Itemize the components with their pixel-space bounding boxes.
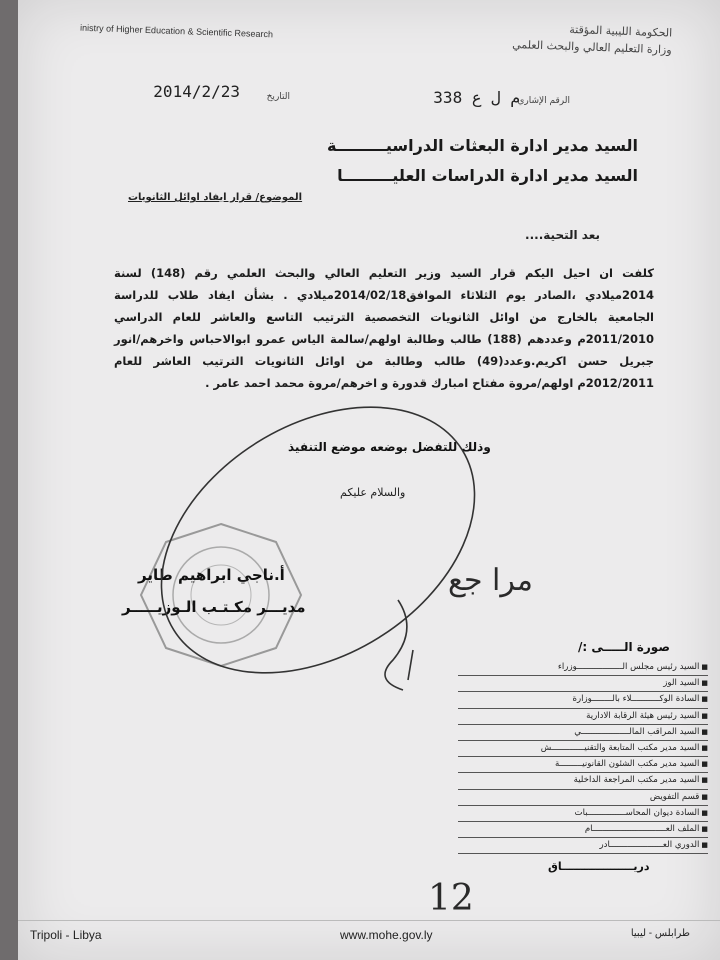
- ref-number-label: الرقم الإشاري: [517, 96, 570, 106]
- ministry-name-ar: وزارة التعليم العالي والبحث العلمي: [512, 37, 672, 57]
- file-label: دريـــــــــــــــــــاق: [548, 860, 650, 873]
- date-value: 2014/2/23: [153, 82, 240, 101]
- handwritten-page-number: 12: [428, 878, 474, 919]
- list-item: ■ السيد مدير مكتب المتابعة والتقنيـــــــــــــش: [458, 741, 708, 757]
- addressee-2: السيد مدير ادارة الدراسات العليـــــــــا: [337, 166, 638, 185]
- government-name: الحكومة الليبية المؤقتة: [569, 22, 673, 40]
- list-item: ■ الملف العـــــــــــــــــــــــــــــام: [458, 822, 708, 838]
- letter-body: كلفت ان احيل اليكم قرار السيد وزير التعليم العالي والبحث العلمي رقم (148) لسنة 2014ميلادي ،الصادر يوم الثلاثاء الموافق2014/02/18ميلادي . بشأن ايفاد طلاب للدراسة الجامعية بالخارج من اوائل الثانويات التخصصية الترتيب التاسع والعاشر للعام الدراسي 2011/2010م وعددهم (188) طالب وطالبة اولهم/سالمة الياس عمرو ابوالاحباس واخرهم/انور جبريل حسن اكريم.وعدد(49) طالب وطالبة من اوائل الثانويات الترتيب العاشر للعام 2012/2011م اولهم/مروة مفتاح امبارك قدورة و اخرهم/مروة محمد احمد عامر .: [114, 266, 655, 390]
- official-stamp-icon: [136, 520, 306, 670]
- copies-title: صورة الـــــى :/: [578, 640, 670, 654]
- footer-city-en: Tripoli - Libya: [30, 928, 102, 942]
- list-item: ■ السيد رئيس مجلس الــــــــــــــــــوزراء: [458, 660, 708, 676]
- addressee-1: السيد مدير ادارة البعثات الدراسيـــــــــة: [326, 136, 638, 155]
- handwritten-note: مرا جع: [448, 563, 534, 598]
- subject-line: الموضوع/ قرار ايفاد اوائل الثانويات: [128, 192, 303, 203]
- list-item: ■ السادة الوكـــــــــــلاء بالــــــــوزارة: [458, 692, 708, 708]
- list-item: ■ السيد مدير مكتب المراجعة الداخلية: [458, 773, 708, 789]
- reference-line: [90, 84, 590, 110]
- signatory-name: أ.ناجي ابراهيم طاير: [138, 566, 285, 584]
- footer-city-ar: طرابلس - ليبيا: [630, 928, 690, 939]
- list-item: ■ قسم التفويض: [458, 790, 708, 806]
- list-item: ■ السيد المراقب المالـــــــــــــــــــي: [458, 725, 708, 741]
- signatory-title: مديـــر مكـتـب الـوزيـــــر: [122, 598, 306, 616]
- footer-divider: [18, 920, 720, 921]
- footer-website: www.mohe.gov.ly: [340, 928, 433, 942]
- copies-list: [438, 660, 708, 854]
- list-item: ■ السيد الوز: [458, 676, 708, 692]
- ministry-name-en: inistry of Higher Education & Scientific Research: [79, 22, 274, 40]
- document-sheet: [18, 0, 720, 960]
- greeting: بعد التحية....: [525, 228, 600, 242]
- list-item: ■ الدوري العـــــــــــــــــــــادر: [458, 838, 708, 854]
- list-item: ■ السيد مدير مكتب الشئون القانونيـــــــــة: [458, 757, 708, 773]
- list-item: ■ السيد رئيس هيئة الرقابة الادارية: [458, 709, 708, 725]
- closing-salutation: والسلام عليكم: [340, 486, 406, 499]
- list-item: ■ السادة ديوان المحاســـــــــــــــبات: [458, 806, 708, 822]
- date-label: التاريخ: [266, 92, 290, 102]
- closing-instruction: وذلك للتفضل بوضعه موضع التنفيذ: [288, 440, 491, 454]
- ref-number-value: م ل ع 338: [433, 88, 520, 107]
- ministry-header-ar: [411, 15, 672, 58]
